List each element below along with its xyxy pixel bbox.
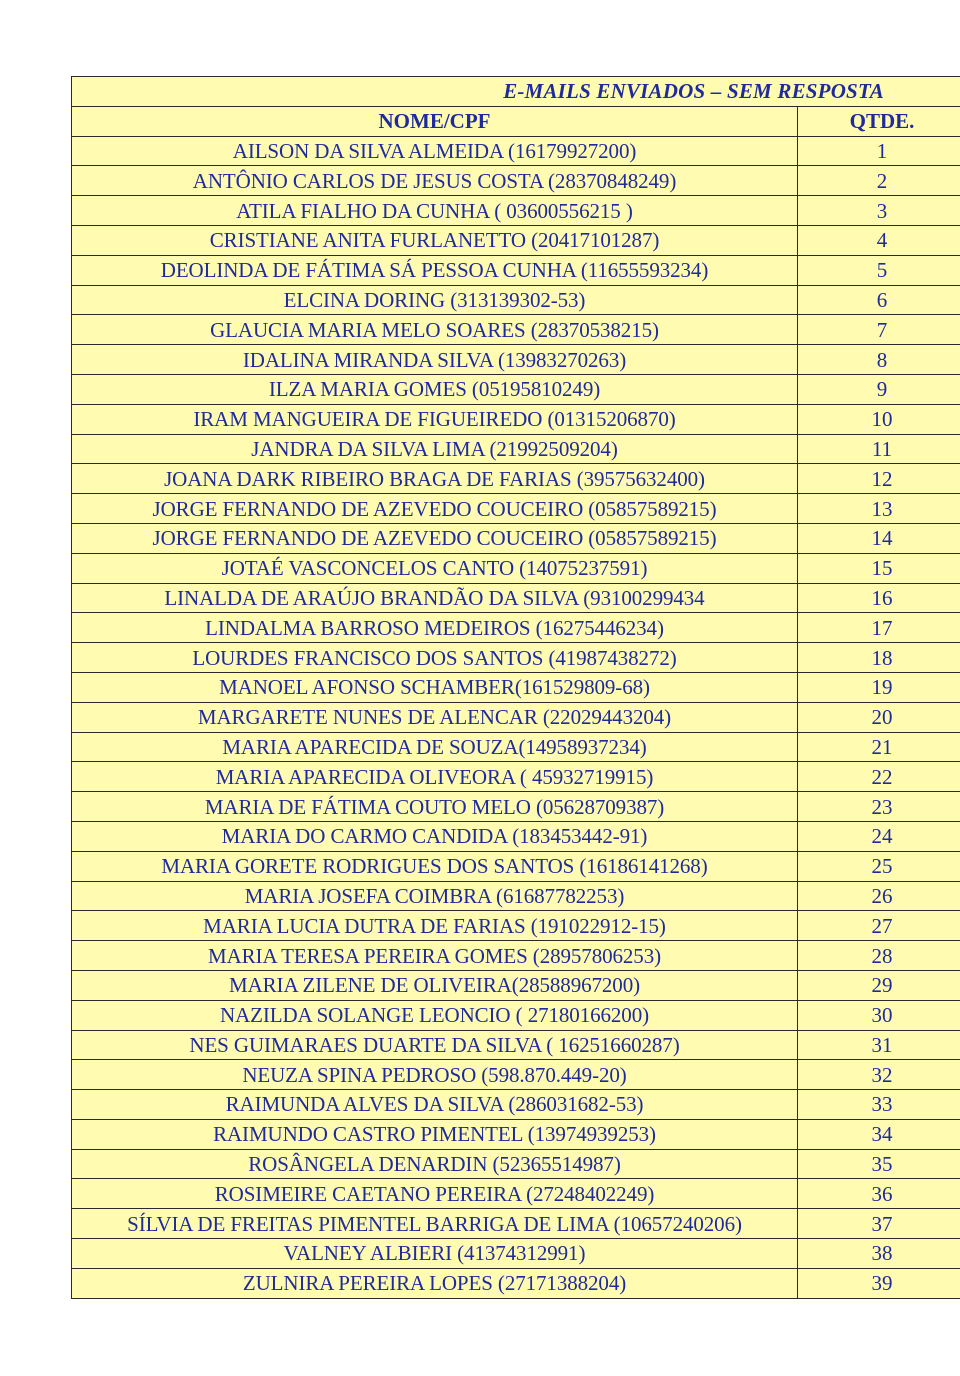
cell-name-cpf: IDALINA MIRANDA SILVA (13983270263): [72, 345, 798, 375]
cell-name-cpf: NAZILDA SOLANGE LEONCIO ( 27180166200): [72, 1000, 798, 1030]
table-row: [72, 464, 960, 494]
cell-qty: 4: [798, 225, 960, 255]
cell-qty: 27: [798, 911, 960, 941]
cell-qty: 5: [798, 255, 960, 285]
table-row: [72, 851, 960, 881]
table-row: [72, 1209, 960, 1239]
table-row: [72, 196, 960, 226]
table-row: [72, 1179, 960, 1209]
table-row: [72, 315, 960, 345]
table-row: [72, 1149, 960, 1179]
table-row: [72, 702, 960, 732]
table-row: [72, 404, 960, 434]
header-name-cpf: NOME/CPF: [72, 106, 798, 136]
cell-qty: 22: [798, 762, 960, 792]
cell-name-cpf: RAIMUNDA ALVES DA SILVA (286031682-53): [72, 1090, 798, 1120]
table-row: [72, 1119, 960, 1149]
cell-name-cpf: LOURDES FRANCISCO DOS SANTOS (41987438272): [72, 643, 798, 673]
cell-name-cpf: RAIMUNDO CASTRO PIMENTEL (13974939253): [72, 1119, 798, 1149]
cell-name-cpf: MANOEL AFONSO SCHAMBER(161529809-68): [72, 672, 798, 702]
header-qty: QTDE.: [798, 106, 960, 136]
cell-qty: 19: [798, 672, 960, 702]
cell-qty: 12: [798, 464, 960, 494]
table-row: [72, 136, 960, 166]
cell-name-cpf: JOANA DARK RIBEIRO BRAGA DE FARIAS (39575632400): [72, 464, 798, 494]
cell-qty: 9: [798, 374, 960, 404]
cell-name-cpf: MARIA ZILENE DE OLIVEIRA(28588967200): [72, 970, 798, 1000]
cell-qty: 15: [798, 553, 960, 583]
cell-name-cpf: LINDALMA BARROSO MEDEIROS (16275446234): [72, 613, 798, 643]
cell-qty: 32: [798, 1060, 960, 1090]
cell-name-cpf: GLAUCIA MARIA MELO SOARES (28370538215): [72, 315, 798, 345]
cell-qty: 39: [798, 1268, 960, 1298]
table-row: [72, 941, 960, 971]
table-row: [72, 523, 960, 553]
cell-name-cpf: AILSON DA SILVA ALMEIDA (16179927200): [72, 136, 798, 166]
cell-qty: 29: [798, 970, 960, 1000]
cell-name-cpf: LINALDA DE ARAÚJO BRANDÃO DA SILVA (93100299434: [72, 583, 798, 613]
table-row: [72, 1000, 960, 1030]
table-row: [72, 553, 960, 583]
table-row: [72, 821, 960, 851]
table-row: [72, 494, 960, 524]
cell-qty: 26: [798, 881, 960, 911]
table-row: [72, 613, 960, 643]
cell-qty: 28: [798, 941, 960, 971]
cell-name-cpf: MARIA LUCIA DUTRA DE FARIAS (191022912-15): [72, 911, 798, 941]
cell-name-cpf: MARIA JOSEFA COIMBRA (61687782253): [72, 881, 798, 911]
table-row: [72, 1268, 960, 1298]
cell-qty: 8: [798, 345, 960, 375]
title-row: [72, 77, 960, 107]
table-row: [72, 911, 960, 941]
table-row: [72, 166, 960, 196]
cell-name-cpf: JOTAÉ VASCONCELOS CANTO (14075237591): [72, 553, 798, 583]
cell-qty: 18: [798, 643, 960, 673]
cell-name-cpf: ROSÂNGELA DENARDIN (52365514987): [72, 1149, 798, 1179]
table-row: [72, 1239, 960, 1269]
cell-qty: 3: [798, 196, 960, 226]
cell-qty: 14: [798, 523, 960, 553]
table-row: [72, 970, 960, 1000]
cell-qty: 36: [798, 1179, 960, 1209]
table-row: [72, 434, 960, 464]
cell-qty: 17: [798, 613, 960, 643]
cell-name-cpf: MARIA GORETE RODRIGUES DOS SANTOS (16186141268): [72, 851, 798, 881]
cell-qty: 34: [798, 1119, 960, 1149]
cell-name-cpf: JANDRA DA SILVA LIMA (21992509204): [72, 434, 798, 464]
cell-qty: 23: [798, 792, 960, 822]
table-row: [72, 643, 960, 673]
table-row: [72, 881, 960, 911]
table-row: [72, 225, 960, 255]
table-row: [72, 732, 960, 762]
cell-qty: 16: [798, 583, 960, 613]
table-body: [72, 77, 960, 1299]
table-title: E-MAILS ENVIADOS – SEM RESPOSTA: [72, 77, 960, 107]
table-row: [72, 792, 960, 822]
cell-name-cpf: JORGE FERNANDO DE AZEVEDO COUCEIRO (05857589215): [72, 494, 798, 524]
cell-name-cpf: ILZA MARIA GOMES (05195810249): [72, 374, 798, 404]
cell-qty: 1: [798, 136, 960, 166]
cell-qty: 24: [798, 821, 960, 851]
table-row: [72, 583, 960, 613]
cell-name-cpf: IRAM MANGUEIRA DE FIGUEIREDO (01315206870): [72, 404, 798, 434]
cell-qty: 30: [798, 1000, 960, 1030]
cell-name-cpf: MARIA TERESA PEREIRA GOMES (28957806253): [72, 941, 798, 971]
cell-name-cpf: MARIA APARECIDA OLIVEORA ( 45932719915): [72, 762, 798, 792]
cell-qty: 35: [798, 1149, 960, 1179]
cell-qty: 31: [798, 1030, 960, 1060]
table-row: [72, 255, 960, 285]
cell-name-cpf: MARIA DO CARMO CANDIDA (183453442-91): [72, 821, 798, 851]
cell-qty: 11: [798, 434, 960, 464]
table-row: [72, 1090, 960, 1120]
cell-name-cpf: ZULNIRA PEREIRA LOPES (27171388204): [72, 1268, 798, 1298]
table-row: [72, 374, 960, 404]
cell-name-cpf: MARGARETE NUNES DE ALENCAR (22029443204): [72, 702, 798, 732]
cell-qty: 21: [798, 732, 960, 762]
emails-table: [71, 76, 960, 1299]
cell-qty: 6: [798, 285, 960, 315]
cell-name-cpf: CRISTIANE ANITA FURLANETTO (20417101287): [72, 225, 798, 255]
cell-qty: 25: [798, 851, 960, 881]
cell-qty: 20: [798, 702, 960, 732]
cell-name-cpf: ROSIMEIRE CAETANO PEREIRA (27248402249): [72, 1179, 798, 1209]
cell-name-cpf: MARIA DE FÁTIMA COUTO MELO (05628709387): [72, 792, 798, 822]
cell-name-cpf: VALNEY ALBIERI (41374312991): [72, 1239, 798, 1269]
cell-name-cpf: NES GUIMARAES DUARTE DA SILVA ( 16251660287): [72, 1030, 798, 1060]
table-row: [72, 345, 960, 375]
cell-qty: 37: [798, 1209, 960, 1239]
cell-qty: 13: [798, 494, 960, 524]
cell-name-cpf: ANTÔNIO CARLOS DE JESUS COSTA (28370848249): [72, 166, 798, 196]
cell-qty: 10: [798, 404, 960, 434]
cell-name-cpf: DEOLINDA DE FÁTIMA SÁ PESSOA CUNHA (11655593234): [72, 255, 798, 285]
cell-qty: 7: [798, 315, 960, 345]
cell-name-cpf: ELCINA DORING (313139302-53): [72, 285, 798, 315]
header-row: [72, 106, 960, 136]
table-row: [72, 672, 960, 702]
table-row: [72, 1030, 960, 1060]
cell-name-cpf: JORGE FERNANDO DE AZEVEDO COUCEIRO (05857589215): [72, 523, 798, 553]
cell-name-cpf: SÍLVIA DE FREITAS PIMENTEL BARRIGA DE LIMA (10657240206): [72, 1209, 798, 1239]
cell-qty: 2: [798, 166, 960, 196]
cell-name-cpf: NEUZA SPINA PEDROSO (598.870.449-20): [72, 1060, 798, 1090]
table-row: [72, 762, 960, 792]
cell-qty: 33: [798, 1090, 960, 1120]
cell-name-cpf: MARIA APARECIDA DE SOUZA(14958937234): [72, 732, 798, 762]
cell-qty: 38: [798, 1239, 960, 1269]
table-row: [72, 1060, 960, 1090]
table-row: [72, 285, 960, 315]
cell-name-cpf: ATILA FIALHO DA CUNHA ( 03600556215 ): [72, 196, 798, 226]
